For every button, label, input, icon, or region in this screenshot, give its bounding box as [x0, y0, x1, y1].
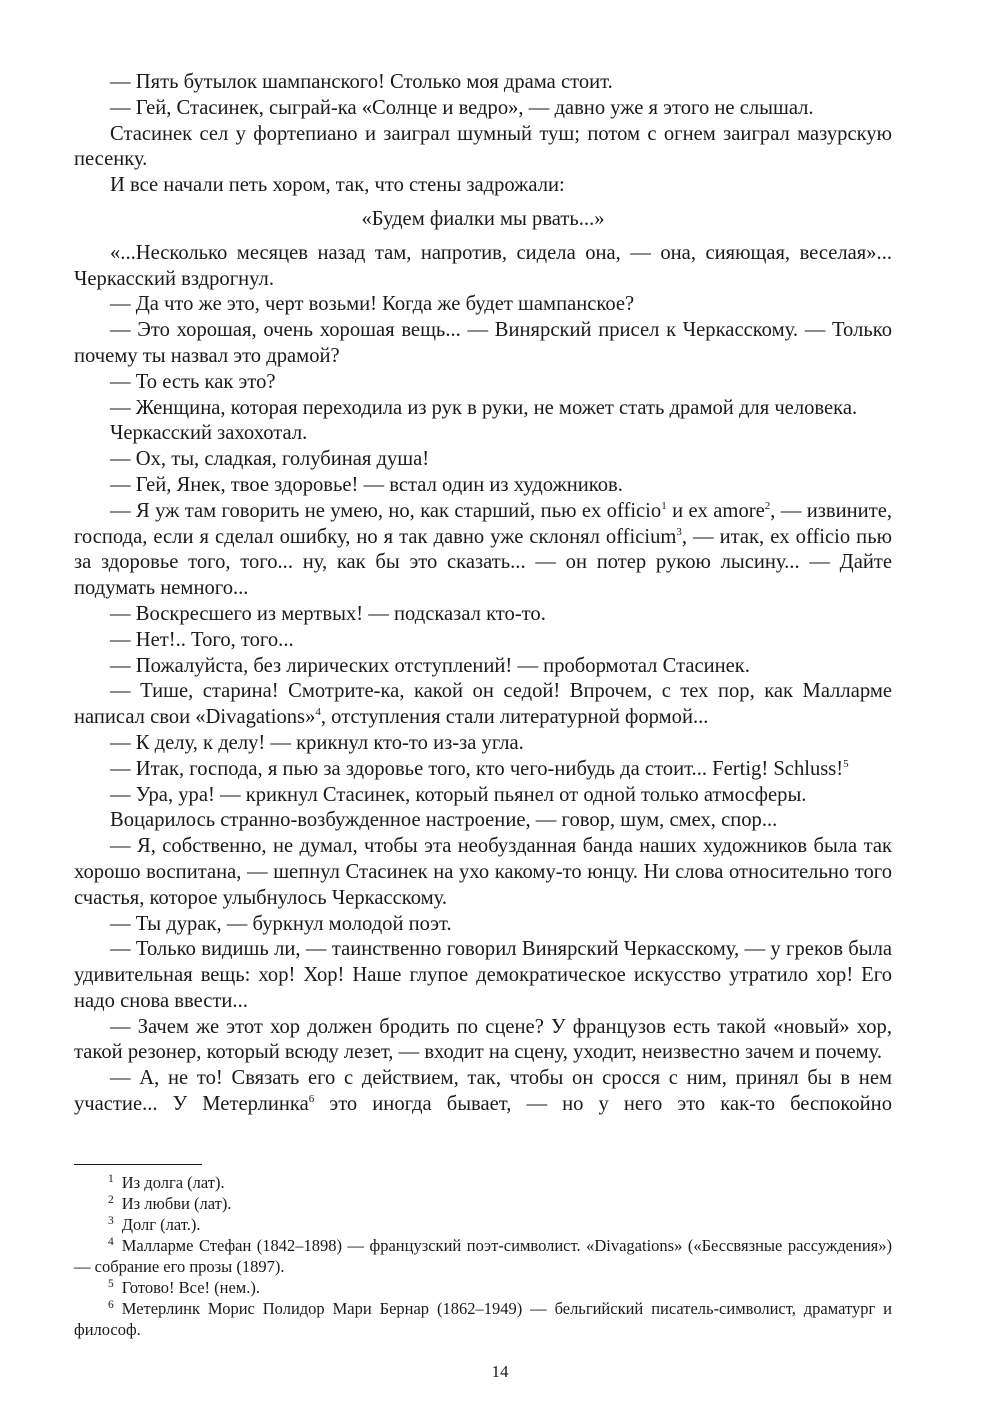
footnote-text: Из долга (лат).	[121, 1173, 225, 1192]
footnotes	[74, 1172, 892, 1340]
paragraph	[74, 499, 892, 602]
paragraph: — Это хорошая, очень хорошая вещь... — Винярский присел к Черкасскому. — Только почему ты назвал это драмой?	[74, 319, 892, 367]
paragraph: — Ты дурак, — буркнул молодой поэт.	[110, 912, 452, 935]
footnote-text: Готово! Все! (нем.).	[121, 1278, 260, 1297]
footnote	[74, 1298, 892, 1340]
text-run: — Итак, господа, я пью за здоровье того, кто чего-нибудь да стоит... Fertig! Schluss!	[110, 757, 844, 780]
footnote-number: 6	[108, 1298, 114, 1311]
footnote-ref[interactable]: 4	[315, 706, 321, 719]
footnote	[74, 1277, 892, 1298]
footnote	[74, 1172, 892, 1193]
text-run: , отступления стали литературной формой...	[320, 706, 709, 729]
paragraph: — Гей, Янек, твое здоровье! — встал один из художников.	[110, 473, 623, 496]
paragraph	[74, 757, 892, 783]
text-run: , — итак, ex officio пью за здоровье того, того... ну, как бы это сказать... — он потер рукою лысину... — Дайте подумать немного...	[74, 525, 892, 600]
text-run: — А, не то! Связать его с действием, так, чтобы он сросся с ним, принял бы в нем участие... У Метерлинка	[74, 1067, 892, 1116]
paragraph: — Я, собственно, не думал, чтобы эта необузданная банда наших художников была так хорошо воспитана, — шепнул Стасинек на ухо какому-то юнцу. Ни слова относительно того счастья, которое улыбнулось Черкасскому.	[74, 835, 892, 909]
footnote-text: Малларме Стефан (1842–1898) — французский поэт-символист. «Divagations» («Бессвязные рассуждения») — собрание его прозы (1897).	[74, 1236, 892, 1276]
footnote-ref[interactable]: 5	[843, 757, 849, 770]
text-run: это иногда бывает, — но у него это как-то беспокойно	[314, 1093, 892, 1116]
page-body	[74, 70, 892, 1118]
footnote-text: Долг (лат.).	[121, 1215, 201, 1234]
text-run: , — извините, господа, если я сделал ошибку, но я так давно уже склонял officium	[74, 499, 892, 548]
paragraph: Воцарилось странно-возбужденное настроение, — говор, шум, смех, спор...	[110, 809, 778, 832]
paragraph: — Пожалуйста, без лирических отступлений! — пробормотал Стасинек.	[110, 654, 750, 677]
footnote-number: 5	[108, 1277, 114, 1290]
text-run: и ex amore	[666, 499, 765, 522]
footnote-text: Из любви (лат).	[121, 1194, 232, 1213]
footnote-number: 3	[108, 1214, 114, 1227]
main-text	[74, 70, 892, 1118]
paragraph: — К делу, к делу! — крикнул кто-то из-за угла.	[110, 731, 524, 754]
paragraph: И все начали петь хором, так, что стены задрожали:	[110, 174, 565, 197]
paragraph: — Только видишь ли, — таинственно говорил Винярский Черкасскому, — у греков была удивительная вещь: хор! Хор! Наше глупое демократическое искусство утратило хор! Его надо снова ввести...	[74, 938, 892, 1012]
paragraph: — Гей, Стасинек, сыграй-ка «Солнце и ведро», — давно уже я этого не слышал.	[110, 96, 814, 119]
text-run: — Я уж там говорить не умею, но, как старший, пью ex officio	[110, 499, 662, 522]
paragraph: — То есть как это?	[110, 370, 276, 393]
paragraph: — Ох, ты, сладкая, голубиная душа!	[110, 448, 430, 471]
text-run: — Тише, старина! Смотрите-ка, какой он седой! Впрочем, с тех пор, как Малларме написал свои «Divagations»	[74, 680, 892, 729]
footnote-ref[interactable]: 6	[308, 1093, 315, 1106]
paragraph	[74, 679, 892, 731]
page-number: 14	[491, 1362, 509, 1381]
footnote	[74, 1235, 892, 1277]
paragraph: «...Несколько месяцев назад там, напротив, сидела она, — она, сияющая, веселая»... Черкасский вздрогнул.	[74, 241, 892, 290]
paragraph: — Женщина, которая переходила из рук в руки, не может стать драмой для человека.	[110, 396, 858, 419]
paragraph	[74, 1066, 892, 1118]
paragraph: — Пять бутылок шампанского! Столько моя драма стоит.	[110, 71, 613, 93]
footnote-ref[interactable]: 3	[676, 525, 682, 538]
footnote-divider	[74, 1164, 202, 1165]
paragraph: — Зачем же этот хор должен бродить по сцене? У французов есть такой «новый» хор, такой резонер, который всюду лезет, — входит на сцену, уходит, неизвестно зачем и почему.	[74, 1015, 892, 1064]
paragraph: Стасинек сел у фортепиано и заиграл шумный туш; потом с огнем заиграл мазурскую песенку.	[74, 122, 892, 171]
footnote-number: 1	[108, 1172, 114, 1185]
footnote-text: Метерлинк Морис Полидор Мари Бернар (1862–1949) — бельгийский писатель-символист, драматург и философ.	[74, 1299, 892, 1339]
paragraph: — Воскресшего из мертвых! — подсказал кто-то.	[110, 602, 546, 625]
paragraph: Черкасский захохотал.	[110, 422, 308, 445]
paragraph: — Да что же это, черт возьми! Когда же будет шампанское?	[110, 293, 635, 316]
footnote	[74, 1214, 892, 1235]
paragraph: — Нет!.. Того, того...	[110, 628, 294, 651]
footnote-number: 4	[108, 1235, 114, 1248]
paragraph: — Ура, ура! — крикнул Стасинек, который пьянел от одной только атмосферы.	[110, 783, 807, 806]
song-line: «Будем фиалки мы рвать...»	[361, 207, 605, 230]
footnote-ref[interactable]: 2	[764, 499, 771, 512]
footnote-number: 2	[108, 1193, 114, 1206]
footnote-ref[interactable]: 1	[661, 499, 667, 512]
footnote	[74, 1193, 892, 1214]
